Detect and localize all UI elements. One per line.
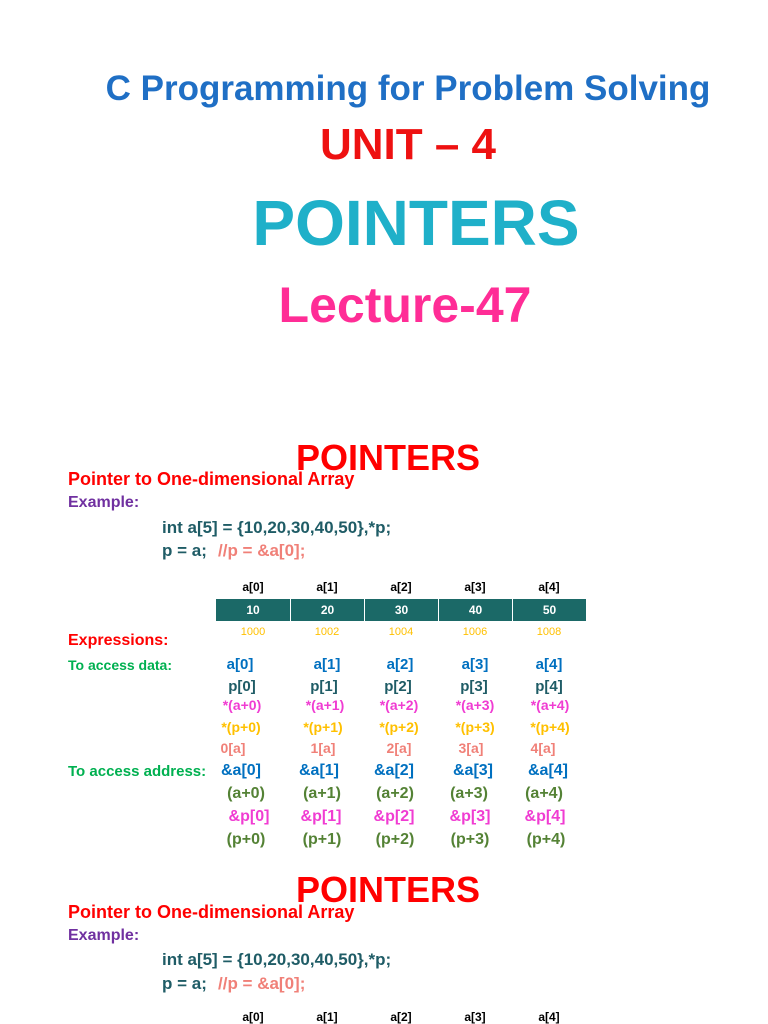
data-expression: a[4] (535, 656, 563, 673)
slide1-code-declaration: int a[5] = {10,20,30,40,50},*p; (162, 518, 392, 537)
slide2-heading: POINTERS (295, 869, 481, 910)
data-expression: *(p+3) (455, 719, 495, 735)
address-expression: (p+1) (302, 831, 342, 848)
data-expression: *(p+0) (221, 719, 261, 735)
address-expression: (a+0) (227, 785, 265, 802)
array-value-cell: 10 (246, 603, 260, 617)
data-expression: 2[a] (386, 740, 412, 756)
address-expression: &p[3] (449, 808, 491, 825)
slide2-code-assignment: p = a; (162, 974, 207, 993)
memory-address: 1006 (462, 626, 488, 638)
data-expression: 1[a] (310, 740, 336, 756)
address-expression: (a+2) (376, 785, 414, 802)
array-label: a[2] (390, 580, 412, 594)
memory-address: 1002 (314, 626, 340, 638)
data-expression: p[1] (310, 678, 338, 695)
address-expression: (p+2) (375, 831, 415, 848)
data-expression: p[3] (460, 678, 488, 695)
address-expression: &a[0] (220, 762, 262, 779)
data-expression: *(a+4) (530, 697, 570, 713)
array-label: a[0] (242, 580, 264, 594)
array-value-cell: 30 (364, 599, 438, 621)
array-label: a[4] (538, 1010, 560, 1024)
slide2-code-comment: //p = &a[0]; (218, 974, 306, 993)
array-values-table (216, 599, 586, 621)
unit-title: UNIT – 4 (319, 120, 497, 169)
address-expression: &p[2] (373, 808, 415, 825)
memory-address: 1008 (536, 626, 562, 638)
data-expression: p[4] (535, 678, 563, 695)
data-expression: *(a+1) (305, 697, 345, 713)
access-address-label: To access address: (68, 763, 207, 780)
data-expression: *(a+2) (379, 697, 419, 713)
address-expression: (p+3) (450, 831, 490, 848)
data-expression: a[2] (386, 656, 414, 673)
slide1-subheading: Pointer to One-dimensional Array (68, 469, 355, 489)
array-label: a[3] (464, 580, 486, 594)
data-expression: *(p+1) (303, 719, 343, 735)
data-expression: 4[a] (530, 740, 556, 756)
data-expression: *(p+2) (379, 719, 419, 735)
data-expression: *(p+4) (530, 719, 570, 735)
array-label: a[3] (464, 1010, 486, 1024)
slide1-example-label: Example: (68, 494, 140, 511)
address-expression: &a[3] (452, 762, 494, 779)
array-label: a[1] (316, 580, 338, 594)
address-expression: (a+1) (303, 785, 341, 802)
slide2-code-declaration: int a[5] = {10,20,30,40,50},*p; (162, 950, 392, 969)
course-title: C Programming for Problem Solving (105, 69, 711, 108)
data-expression: a[3] (461, 656, 489, 673)
array-value-cell: 40 (438, 599, 512, 621)
access-data-label: To access data: (68, 657, 173, 673)
address-expression: (a+3) (450, 785, 488, 802)
memory-address: 1004 (388, 626, 414, 638)
data-expression: *(a+0) (222, 697, 262, 713)
array-label: a[4] (538, 580, 560, 594)
address-expression: &a[4] (527, 762, 569, 779)
expressions-label: Expressions: (68, 632, 169, 649)
array-label: a[2] (390, 1010, 412, 1024)
slide1-code-assignment: p = a; (162, 541, 207, 560)
address-expression: &p[1] (300, 808, 342, 825)
data-expression: *(a+3) (455, 697, 495, 713)
data-expression: p[0] (228, 678, 256, 695)
memory-address: 1000 (240, 626, 266, 638)
lecture-number: Lecture-47 (278, 277, 532, 333)
array-label: a[0] (242, 1010, 264, 1024)
slide1-code-comment: //p = &a[0]; (218, 541, 306, 560)
array-value-cell: 50 (512, 599, 586, 621)
slide2-example-label: Example: (68, 927, 140, 944)
address-expression: &p[4] (524, 808, 566, 825)
array-label: a[1] (316, 1010, 338, 1024)
array-value-cell: 20 (290, 599, 364, 621)
address-expression: &a[2] (373, 762, 415, 779)
data-expression: 0[a] (220, 740, 246, 756)
slide2-subheading: Pointer to One-dimensional Array (68, 902, 355, 922)
data-expression: a[1] (313, 656, 341, 673)
data-expression: 3[a] (458, 740, 484, 756)
address-expression: (p+0) (226, 831, 266, 848)
data-expression: p[2] (384, 678, 412, 695)
address-expression: &p[0] (228, 808, 270, 825)
address-expression: (p+4) (526, 831, 566, 848)
data-expression: a[0] (226, 656, 254, 673)
slide1-heading: POINTERS (295, 437, 481, 478)
topic-title: POINTERS (252, 187, 580, 259)
address-expression: (a+4) (525, 785, 563, 802)
address-expression: &a[1] (298, 762, 340, 779)
